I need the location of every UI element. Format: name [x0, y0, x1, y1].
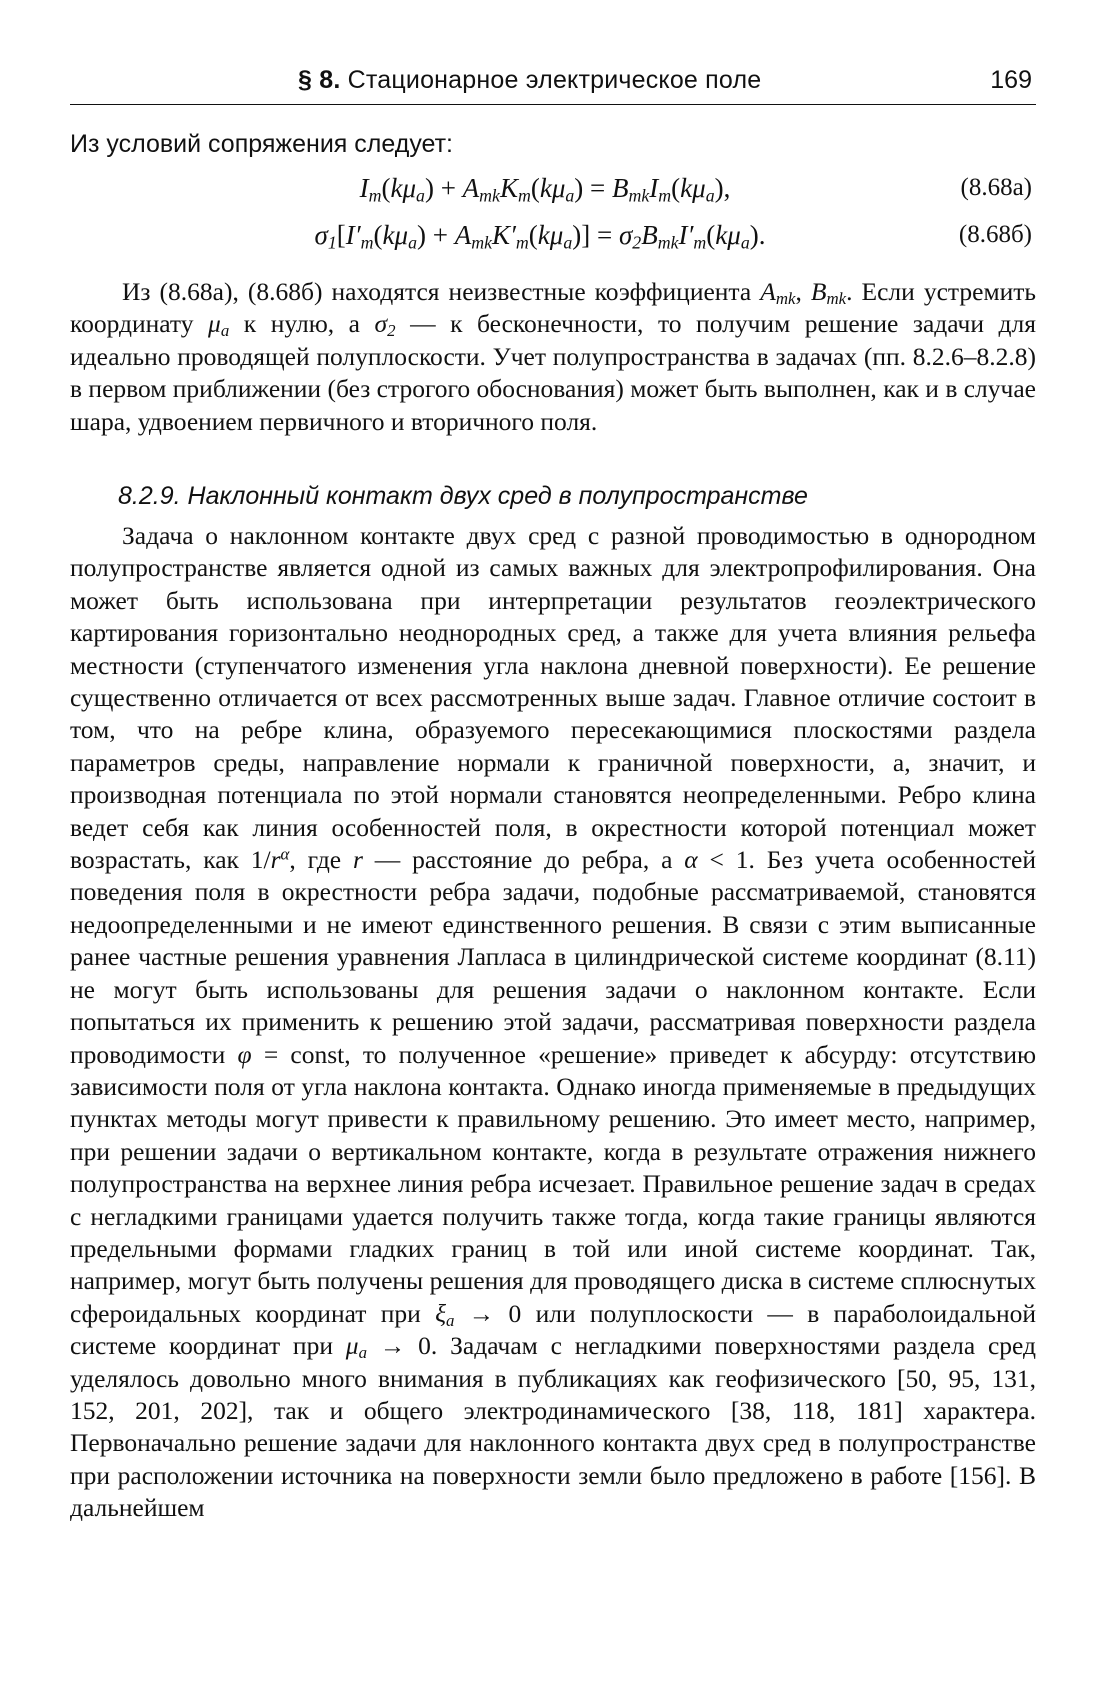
running-header-title: [298, 64, 818, 96]
equation-formula: $\sigma_1[I'_m(k\mu_a) + A_{mk}K'_m(k\mu_a)] = \sigma_2B_{mk}I'_m(k\mu_a)$.: [314, 220, 766, 253]
section-mark: § 8.: [298, 66, 341, 94]
paragraph-1: [70, 276, 1036, 438]
equation-8-68b: [70, 215, 1036, 255]
equation-number: (8.68б): [958, 221, 1032, 248]
paragraph-text: Из (8.68а), (8.68б) находятся неизвестные коэффициента $A_{mk}$, $B_{mk}$. Если устремить координату $\mu_a$ к нулю, а $\sigma_2$ — к бесконечности, то получим решение задачи для идеально проводящей полуплоскости. Учет полупространства в задачах (пп. 8.2.6–8.2.8) в первом приближении (без строгого обоснования) может быть выполнен, как и в случае шара, удвоением первичного и вторичного поля.: [70, 277, 1037, 436]
equation-formula: $I_m(k\mu_a) + A_{mk}K_m(k\mu_a) = B_{mk}I_m(k\mu_a)$,: [359, 173, 731, 206]
intro-line: Из условий сопряжения следует:: [70, 130, 454, 158]
subsection-title: Наклонный контакт двух сред в полупространстве: [187, 482, 808, 510]
section-title: Стационарное электрическое поле: [347, 66, 762, 94]
paragraph-text: Задача о наклонном контакте двух сред с разной проводимостью в однородном полупространстве является одной из самых важных для электропрофилирования. Она может быть использована при интерпретации результатов геоэлектрического картирования горизонтально неоднородных сред, а также для учета влияния рельефа местности (ступенчатого изменения угла наклона дневной поверхности). Ее решение существенно отличается от всех рассмотренных выше задач. Главное отличие состоит в том, что на ребре клина, образуемого пересекающимися плоскостями раздела параметров среды, направление нормали к граничной поверхности, а, значит, и производная потенциала по этой нормали становятся неопределенными. Ребро клина ведет себя как линия особенностей поля, в окрестности которой потенциал может возрастать, как $1/r^\alpha$, где r — расстояние до ребра, а α < 1. Без учета особенностей поведения поля в окрестности ребра задачи, подобные рассматриваемой, становятся недоопределенными и не имеют единственного решения. В связи с этим выписанные ранее частные решения уравнения Лапласа в цилиндрической системе координат (8.11) не могут быть использованы для решения задачи о наклонном контакте. Если попытаться их применить к решению этой задачи, рассматривая поверхности раздела проводимости φ = const, то полученное «решение» приведет к абсурду: отсутствию зависимости поля от угла наклона контакта. Однако иногда применяемые в предыдущих пунктах методы могут привести к правильному решению. Это имеет место, например, при решении задачи о вертикальном контакте, когда в результате отражения нижнего полупространства на верхнее линия ребра исчезает. Правильное решение задач в средах с негладкими границами удается получить также тогда, когда такие границы являются предельными формами гладких границ в той или иной системе координат. Так, например, могут быть получены решения для проводящего диска в системе сплюснутых сфероидальных координат при $\xi_a \to 0$ или полуплоскости — в параболоидальной системе координат при $\mu_a \to 0$. Задачам с негладкими поверхностями раздела сред уделялось довольно много внимания в публикациях как геофизического [50, 95, 131, 152, 201, 202], так и общего электродинамического [38, 118, 181] характера. Первоначально решение задачи для наклонного контакта двух сред в полупространстве при расположении источника на поверхности земли было предложено в работе [156]. В дальнейшем: [70, 521, 1037, 1523]
subsection-heading: [118, 480, 1018, 512]
page-number: 169: [990, 66, 1032, 94]
equation-number: (8.68а): [960, 174, 1032, 201]
subsection-number: 8.2.9.: [118, 482, 181, 510]
running-header: [70, 64, 1036, 105]
equation-8-68a: [70, 168, 1036, 208]
paragraph-2: [70, 520, 1036, 1525]
